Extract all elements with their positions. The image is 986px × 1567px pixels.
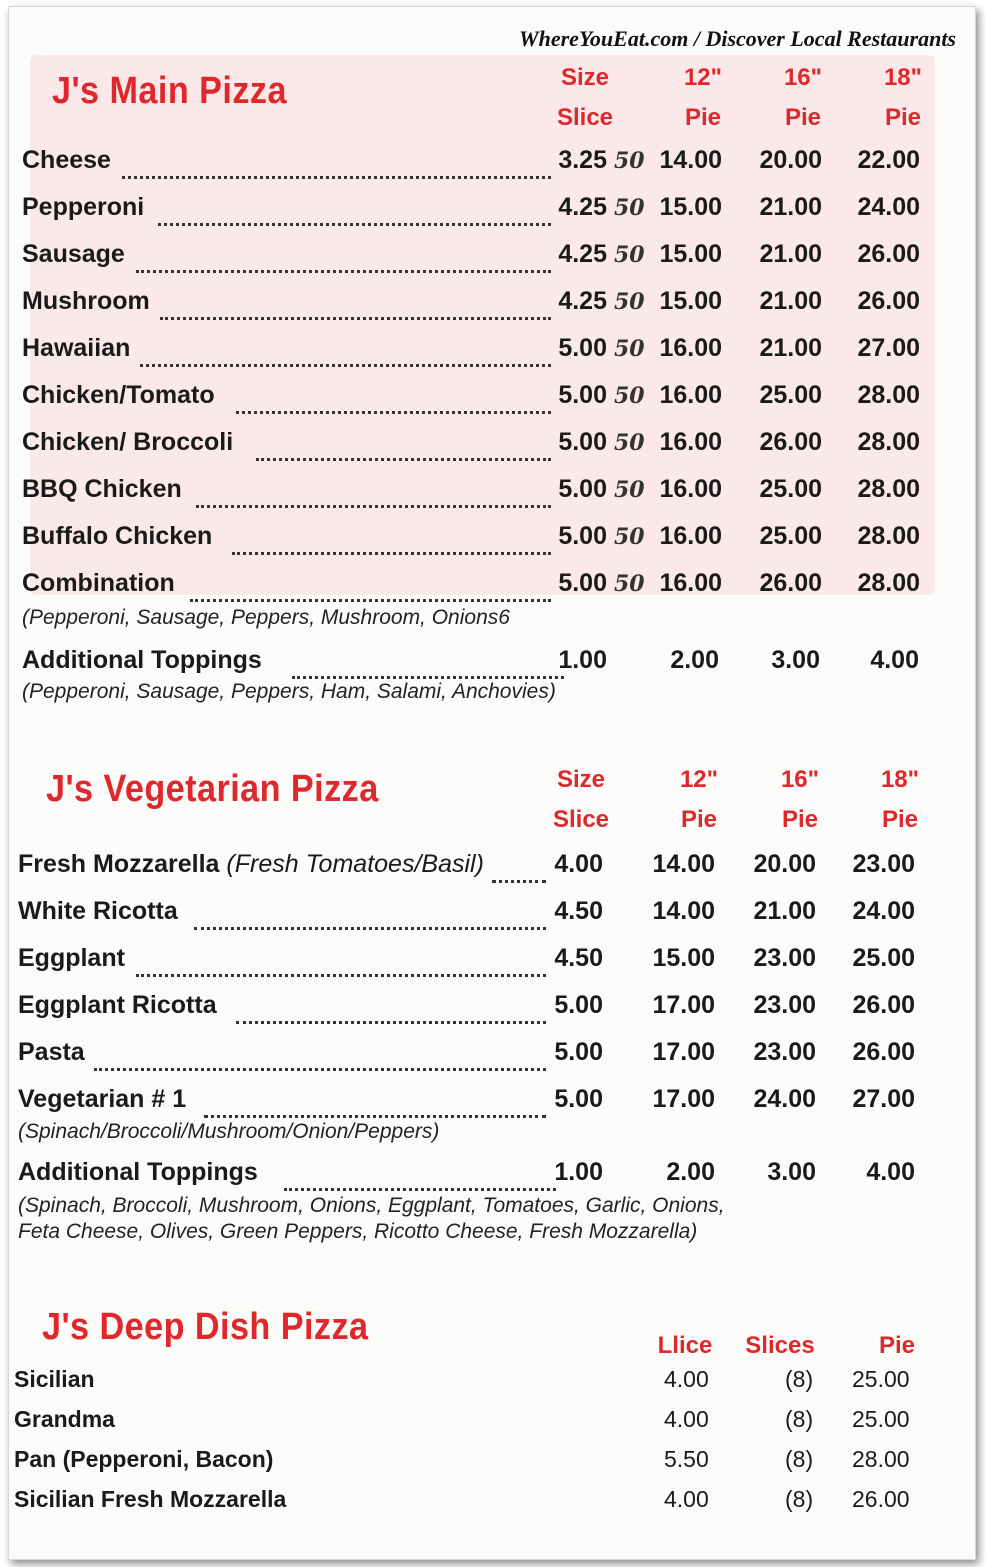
- price-16: 21.00: [759, 193, 822, 221]
- slice-price: 5.00: [558, 334, 607, 362]
- item-name: Additional Toppings: [18, 1158, 258, 1186]
- menu-row: [18, 944, 928, 980]
- site-watermark: WhereYouEat.com / Discover Local Restaurants: [519, 26, 956, 51]
- price-16: 3.00: [771, 646, 820, 674]
- handwritten-note: 50: [614, 336, 645, 362]
- slice-price: 5.00: [558, 428, 607, 456]
- price-16: 20.00: [753, 850, 816, 878]
- slice-price: 4.25: [558, 240, 607, 268]
- item-name-text: White Ricotta: [18, 897, 178, 925]
- price-16: 26.00: [759, 428, 822, 456]
- leader-dots: [232, 522, 551, 555]
- menu-row: [18, 991, 928, 1027]
- main-additional-note: (Pepperoni, Sausage, Peppers, Ham, Salami, Anchovies): [22, 680, 556, 703]
- item-name-text: Fresh Mozzarella: [18, 850, 220, 878]
- price-12: 14.00: [652, 897, 715, 925]
- handwritten-note: 50: [614, 477, 645, 503]
- item-description: (Fresh Tomatoes/Basil): [226, 850, 484, 878]
- handwritten-note: 50: [614, 289, 645, 315]
- deep-col-slices: Slices: [745, 1332, 815, 1359]
- price-18: 26.00: [857, 287, 920, 315]
- leader-dots: [136, 944, 546, 977]
- price-18: 26.00: [852, 991, 915, 1019]
- slice-price: 5.00: [558, 475, 607, 503]
- price-12: 17.00: [652, 1038, 715, 1066]
- slice-price: 4.00: [554, 850, 603, 878]
- leader-dots: [190, 569, 551, 602]
- price-12: 2.00: [666, 1158, 715, 1186]
- col-header-top-0: Size: [560, 64, 610, 91]
- slice-price: 4.25: [558, 287, 607, 315]
- col-header-top-1: 12": [683, 64, 723, 91]
- col-header-bottom-0: Slice: [552, 806, 610, 833]
- menu-row: [18, 1038, 928, 1074]
- price-12: 16.00: [659, 475, 722, 503]
- price-16: 21.00: [759, 240, 822, 268]
- col-header-top-1: 12": [679, 766, 719, 793]
- leader-dots: [94, 1038, 546, 1071]
- item-name: Sausage: [22, 240, 125, 268]
- price-16: 23.00: [753, 1038, 816, 1066]
- item-name: Mushroom: [22, 287, 150, 315]
- item-name: BBQ Chicken: [22, 475, 182, 503]
- price-12: 16.00: [659, 522, 722, 550]
- price-16: 24.00: [753, 1085, 816, 1113]
- handwritten-note: 50: [614, 524, 645, 550]
- slice-price: 1.00: [558, 646, 607, 674]
- handwritten-note: 50: [614, 383, 645, 409]
- main-additional-toppings-row: [22, 646, 932, 682]
- price-12: 16.00: [659, 428, 722, 456]
- slice-price: 5.50: [664, 1446, 709, 1472]
- leader-dots: [236, 381, 551, 414]
- veg-additional-note-2: Feta Cheese, Olives, Green Peppers, Ricotto Cheese, Fresh Mozzarella): [18, 1220, 698, 1243]
- handwritten-note: 50: [614, 148, 645, 174]
- deep-col-pie: Pie: [878, 1332, 916, 1359]
- price-18: 26.00: [852, 1038, 915, 1066]
- menu-row: [22, 522, 932, 558]
- col-header-bottom-1: Pie: [684, 104, 722, 131]
- veg-additional-toppings-row: [18, 1158, 928, 1194]
- item-name: Additional Toppings: [22, 646, 262, 674]
- price-12: 14.00: [652, 850, 715, 878]
- handwritten-note: 50: [614, 571, 645, 597]
- menu-row: [18, 897, 928, 933]
- price-18: 23.00: [852, 850, 915, 878]
- handwritten-note: 50: [614, 430, 645, 456]
- deep-col-slice: Llice: [657, 1332, 713, 1359]
- slice-price: 5.00: [554, 991, 603, 1019]
- veg1-note: (Spinach/Broccoli/Mushroom/Onion/Peppers): [18, 1120, 440, 1143]
- slice-price: 5.00: [558, 569, 607, 597]
- leader-dots: [158, 193, 551, 226]
- price-16: 25.00: [759, 522, 822, 550]
- slice-price: 4.50: [554, 897, 603, 925]
- deep-dish-row: [14, 1446, 934, 1480]
- price-18: 24.00: [857, 193, 920, 221]
- col-header-top-0: Size: [556, 766, 606, 793]
- col-header-bottom-1: Pie: [680, 806, 718, 833]
- price-18: 28.00: [857, 381, 920, 409]
- price-12: 15.00: [652, 944, 715, 972]
- price-16: 3.00: [767, 1158, 816, 1186]
- menu-row: [22, 193, 932, 229]
- slice-price: 4.00: [664, 1366, 709, 1392]
- item-name: Pan (Pepperoni, Bacon): [14, 1446, 274, 1472]
- slice-price: 4.25: [558, 193, 607, 221]
- main-pizza-title: J's Main Pizza: [52, 70, 287, 112]
- price-16: 20.00: [759, 146, 822, 174]
- deep-dish-title: J's Deep Dish Pizza: [42, 1306, 369, 1348]
- pie-price: 28.00: [852, 1446, 910, 1472]
- slice-count: (8): [785, 1446, 814, 1472]
- leader-dots: [122, 146, 551, 179]
- menu-row: [22, 569, 932, 605]
- col-header-bottom-0: Slice: [556, 104, 614, 131]
- price-12: 15.00: [659, 240, 722, 268]
- price-12: 16.00: [659, 569, 722, 597]
- price-16: 23.00: [753, 991, 816, 1019]
- menu-row: [22, 287, 932, 323]
- price-18: 24.00: [852, 897, 915, 925]
- slice-price: 4.00: [664, 1406, 709, 1432]
- price-16: 25.00: [759, 381, 822, 409]
- deep-dish-row: [14, 1366, 934, 1400]
- handwritten-note: 50: [614, 195, 645, 221]
- leader-dots: [196, 475, 551, 508]
- pie-price: 26.00: [852, 1486, 910, 1512]
- slice-price: 5.00: [554, 1038, 603, 1066]
- menu-row: [22, 381, 932, 417]
- price-18: 4.00: [870, 646, 919, 674]
- col-header-top-3: 18": [883, 64, 923, 91]
- item-name: Chicken/Tomato: [22, 381, 215, 409]
- item-name: Sicilian Fresh Mozzarella: [14, 1486, 287, 1512]
- combination-note: (Pepperoni, Sausage, Peppers, Mushroom, Onions6: [22, 606, 510, 629]
- menu-row: [22, 146, 932, 182]
- deep-dish-row: [14, 1406, 934, 1440]
- col-header-top-2: 16": [783, 64, 823, 91]
- item-name-text: Eggplant Ricotta: [18, 991, 217, 1019]
- item-name: Combination: [22, 569, 175, 597]
- price-12: 2.00: [670, 646, 719, 674]
- price-18: 26.00: [857, 240, 920, 268]
- slice-price: 4.00: [664, 1486, 709, 1512]
- price-12: 15.00: [659, 193, 722, 221]
- price-18: 25.00: [852, 944, 915, 972]
- item-name: Grandma: [14, 1406, 115, 1432]
- slice-price: 5.00: [554, 1085, 603, 1113]
- item-name-text: Pasta: [18, 1038, 85, 1066]
- leader-dots: [236, 991, 546, 1024]
- price-18: 27.00: [852, 1085, 915, 1113]
- menu-row: [22, 428, 932, 464]
- price-12: 16.00: [659, 334, 722, 362]
- menu-row: [22, 334, 932, 370]
- col-header-bottom-3: Pie: [881, 806, 919, 833]
- slice-price: 4.50: [554, 944, 603, 972]
- price-12: 15.00: [659, 287, 722, 315]
- slice-price: 5.00: [558, 522, 607, 550]
- price-12: 17.00: [652, 991, 715, 1019]
- price-12: 16.00: [659, 381, 722, 409]
- main-pizza-highlight-box: [30, 55, 935, 595]
- price-12: 17.00: [652, 1085, 715, 1113]
- pie-price: 25.00: [852, 1366, 910, 1392]
- slice-count: (8): [785, 1366, 814, 1392]
- price-16: 21.00: [759, 334, 822, 362]
- col-header-bottom-2: Pie: [784, 104, 822, 131]
- price-16: 25.00: [759, 475, 822, 503]
- col-header-top-2: 16": [780, 766, 820, 793]
- item-name: [18, 850, 546, 879]
- leader-dots: [140, 334, 551, 367]
- veg-additional-note-1: (Spinach, Broccoli, Mushroom, Onions, Eggplant, Tomatoes, Garlic, Onions,: [18, 1194, 725, 1217]
- price-16: 26.00: [759, 569, 822, 597]
- price-18: 28.00: [857, 522, 920, 550]
- leader-dots: [256, 428, 551, 461]
- slice-price: 5.00: [558, 381, 607, 409]
- menu-row: [18, 1085, 928, 1121]
- price-18: 22.00: [857, 146, 920, 174]
- col-header-top-3: 18": [880, 766, 920, 793]
- pie-price: 25.00: [852, 1406, 910, 1432]
- item-name: Sicilian: [14, 1366, 95, 1392]
- col-header-bottom-2: Pie: [781, 806, 819, 833]
- slice-price: 3.25: [558, 146, 607, 174]
- leader-dots: [284, 1158, 556, 1191]
- price-18: 28.00: [857, 428, 920, 456]
- leader-dots: [194, 897, 546, 930]
- item-name: Cheese: [22, 146, 111, 174]
- veg-pizza-title: J's Vegetarian Pizza: [46, 768, 379, 810]
- price-16: 23.00: [753, 944, 816, 972]
- price-18: 4.00: [866, 1158, 915, 1186]
- menu-row: [22, 240, 932, 276]
- menu-row: [22, 475, 932, 511]
- price-18: 27.00: [857, 334, 920, 362]
- slice-count: (8): [785, 1486, 814, 1512]
- leader-dots: [292, 646, 564, 679]
- handwritten-note: 50: [614, 242, 645, 268]
- item-name: Buffalo Chicken: [22, 522, 213, 550]
- price-18: 28.00: [857, 475, 920, 503]
- leader-dots: [160, 287, 551, 320]
- leader-dots: [204, 1085, 546, 1118]
- item-name-text: Vegetarian # 1: [18, 1085, 187, 1113]
- slice-count: (8): [785, 1406, 814, 1432]
- deep-dish-row: [14, 1486, 934, 1520]
- item-name: Pepperoni: [22, 193, 145, 221]
- price-16: 21.00: [759, 287, 822, 315]
- item-name: Chicken/ Broccoli: [22, 428, 234, 456]
- item-name: Hawaiian: [22, 334, 131, 362]
- leader-dots: [136, 240, 551, 273]
- item-name-text: Eggplant: [18, 944, 125, 972]
- price-12: 14.00: [659, 146, 722, 174]
- price-18: 28.00: [857, 569, 920, 597]
- price-16: 21.00: [753, 897, 816, 925]
- menu-row: [18, 850, 928, 886]
- slice-price: 1.00: [554, 1158, 603, 1186]
- col-header-bottom-3: Pie: [884, 104, 922, 131]
